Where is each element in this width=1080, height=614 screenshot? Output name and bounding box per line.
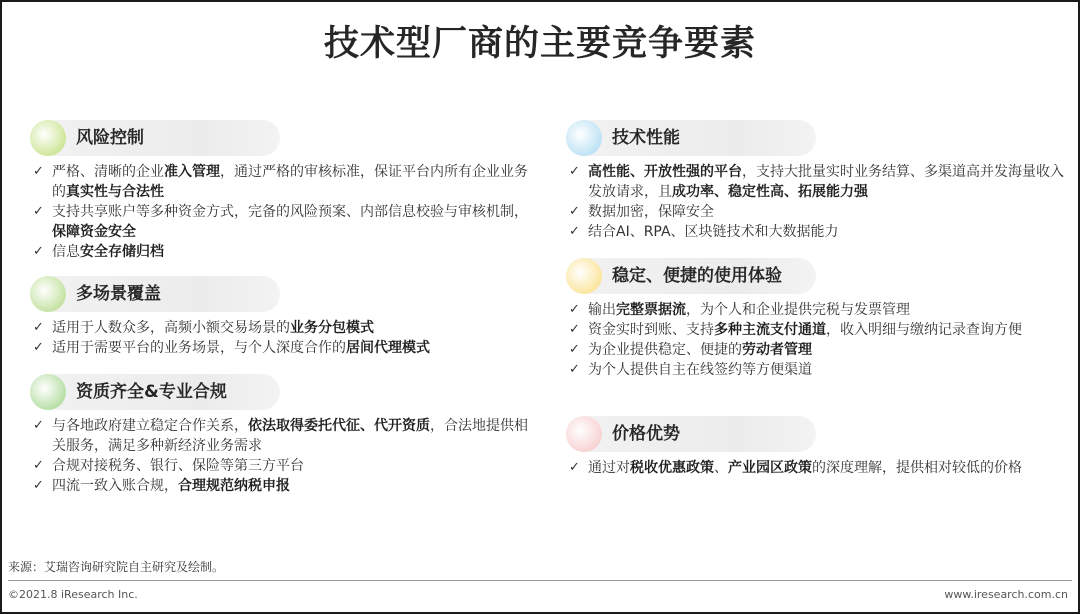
text-segment: 四流一致入账合规， <box>52 478 178 494</box>
section-dot-icon <box>566 120 602 156</box>
text-segment: 、 <box>714 460 728 476</box>
emphasis-text: 依法取得委托代征、代开资质 <box>248 418 430 434</box>
text-segment: 数据加密，保障安全 <box>588 204 714 220</box>
item-list <box>30 162 530 262</box>
slide <box>2 2 1078 612</box>
check-icon: ✓ <box>569 224 580 239</box>
check-icon: ✓ <box>33 418 44 433</box>
list-item <box>566 222 1066 242</box>
list-item <box>30 476 530 496</box>
list-item <box>30 338 530 358</box>
text-segment: ，支持大批量实时业务结算、多渠道高并发海量收入发放请求，且 <box>588 164 1064 200</box>
item-list <box>566 300 1066 380</box>
section-dot-icon <box>30 276 66 312</box>
item-text <box>588 322 1022 338</box>
text-segment: 资金实时到账、支持 <box>588 322 714 338</box>
emphasis-text: 安全存储归档 <box>80 244 164 260</box>
item-text <box>52 164 528 200</box>
item-text <box>588 362 812 378</box>
section-price-advantage <box>566 416 1066 478</box>
list-item <box>566 202 1066 222</box>
check-icon: ✓ <box>569 164 580 179</box>
section-dot-icon <box>30 120 66 156</box>
check-icon: ✓ <box>569 302 580 317</box>
list-item <box>30 456 530 476</box>
section-dot-icon <box>566 258 602 294</box>
check-icon: ✓ <box>569 362 580 377</box>
section-title: 多场景覆盖 <box>76 284 161 304</box>
emphasis-text: 税收优惠政策 <box>630 460 714 476</box>
section-dot-icon <box>30 374 66 410</box>
section-compliance <box>30 374 530 496</box>
text-segment: ，收入明细与缴纳记录查询方便 <box>826 322 1022 338</box>
text-segment: 为企业提供稳定、便捷的 <box>588 342 742 358</box>
check-icon: ✓ <box>33 244 44 259</box>
check-icon: ✓ <box>569 204 580 219</box>
emphasis-text: 居间代理模式 <box>346 340 430 356</box>
text-segment: 通过对 <box>588 460 630 476</box>
section-user-experience <box>566 258 1066 380</box>
section-title: 价格优势 <box>612 424 680 444</box>
footer-divider <box>8 580 1072 581</box>
list-item <box>30 162 530 202</box>
emphasis-text: 业务分包模式 <box>290 320 374 336</box>
section-header <box>30 276 280 312</box>
list-item <box>566 340 1066 360</box>
item-text <box>52 204 528 240</box>
item-list <box>566 458 1066 478</box>
text-segment: 输出 <box>588 302 616 318</box>
emphasis-text: 真实性与合法性 <box>66 184 164 200</box>
item-text <box>52 458 304 474</box>
emphasis-text: 准入管理 <box>164 164 220 180</box>
page-title: 技术型厂商的主要竞争要素 <box>323 24 756 64</box>
emphasis-text: 合理规范纳税申报 <box>178 478 290 494</box>
section-multi-scenario <box>30 276 530 358</box>
check-icon: ✓ <box>33 204 44 219</box>
list-item <box>30 416 530 456</box>
section-title: 风险控制 <box>76 128 144 148</box>
copyright: ©2021.8 iResearch Inc. <box>8 588 138 601</box>
list-item <box>30 318 530 338</box>
item-list <box>30 416 530 496</box>
emphasis-text: 高性能、开放性强的平台 <box>588 164 742 180</box>
check-icon: ✓ <box>33 478 44 493</box>
section-header <box>566 416 816 452</box>
emphasis-text: 保障资金安全 <box>52 224 136 240</box>
section-title: 稳定、便捷的使用体验 <box>612 266 782 286</box>
emphasis-text: 劳动者管理 <box>742 342 812 358</box>
list-item <box>566 458 1066 478</box>
text-segment: 适用于人数众多，高频小额交易场景的 <box>52 320 290 336</box>
item-text <box>52 340 430 356</box>
list-item <box>566 320 1066 340</box>
item-list <box>30 318 530 358</box>
text-segment: 为个人提供自主在线签约等方便渠道 <box>588 362 812 378</box>
emphasis-text: 成功率、稳定性高、拓展能力强 <box>672 184 868 200</box>
check-icon: ✓ <box>569 460 580 475</box>
text-segment: 严格、清晰的企业 <box>52 164 164 180</box>
section-header <box>566 120 816 156</box>
check-icon: ✓ <box>569 322 580 337</box>
section-risk-control <box>30 120 530 262</box>
text-segment: ，合法地提供相关服务，满足多种新经济业务需求 <box>52 418 528 454</box>
item-text <box>588 164 1064 200</box>
section-dot-icon <box>566 416 602 452</box>
section-header <box>30 120 280 156</box>
section-title: 技术性能 <box>612 128 680 148</box>
section-title: 资质齐全&专业合规 <box>76 382 227 402</box>
text-segment: 合规对接税务、银行、保险等第三方平台 <box>52 458 304 474</box>
list-item <box>566 300 1066 320</box>
text-segment: ，为个人和企业提供完税与发票管理 <box>686 302 910 318</box>
text-segment: 信息 <box>52 244 80 260</box>
item-text <box>52 244 164 260</box>
check-icon: ✓ <box>33 340 44 355</box>
website-url: www.iresearch.com.cn <box>944 588 1068 601</box>
section-header <box>566 258 816 294</box>
source-note: 来源：艾瑞咨询研究院自主研究及绘制。 <box>8 560 225 574</box>
item-list <box>566 162 1066 242</box>
item-text <box>52 418 528 454</box>
item-text <box>588 460 1022 476</box>
check-icon: ✓ <box>33 164 44 179</box>
emphasis-text: 完整票据流 <box>616 302 686 318</box>
section-tech-performance <box>566 120 1066 242</box>
list-item <box>566 162 1066 202</box>
text-segment: 与各地政府建立稳定合作关系， <box>52 418 248 434</box>
text-segment: ，通过严格的审核标准，保证平台内所有企业业务的 <box>52 164 528 200</box>
text-segment: 的深度理解，提供相对较低的价格 <box>812 460 1022 476</box>
item-text <box>588 302 910 318</box>
list-item <box>30 242 530 262</box>
text-segment: 支持共享账户等多种资金方式，完备的风险预案、内部信息校验与审核机制， <box>52 204 528 220</box>
check-icon: ✓ <box>569 342 580 357</box>
text-segment: 适用于需要平台的业务场景，与个人深度合作的 <box>52 340 346 356</box>
emphasis-text: 产业园区政策 <box>728 460 812 476</box>
item-text <box>52 478 290 494</box>
emphasis-text: 多种主流支付通道 <box>714 322 826 338</box>
text-segment: 结合AI、RPA、区块链技术和大数据能力 <box>588 224 839 240</box>
check-icon: ✓ <box>33 458 44 473</box>
item-text <box>588 342 812 358</box>
item-text <box>588 224 839 240</box>
item-text <box>52 320 374 336</box>
list-item <box>30 202 530 242</box>
list-item <box>566 360 1066 380</box>
item-text <box>588 204 714 220</box>
check-icon: ✓ <box>33 320 44 335</box>
section-header <box>30 374 280 410</box>
